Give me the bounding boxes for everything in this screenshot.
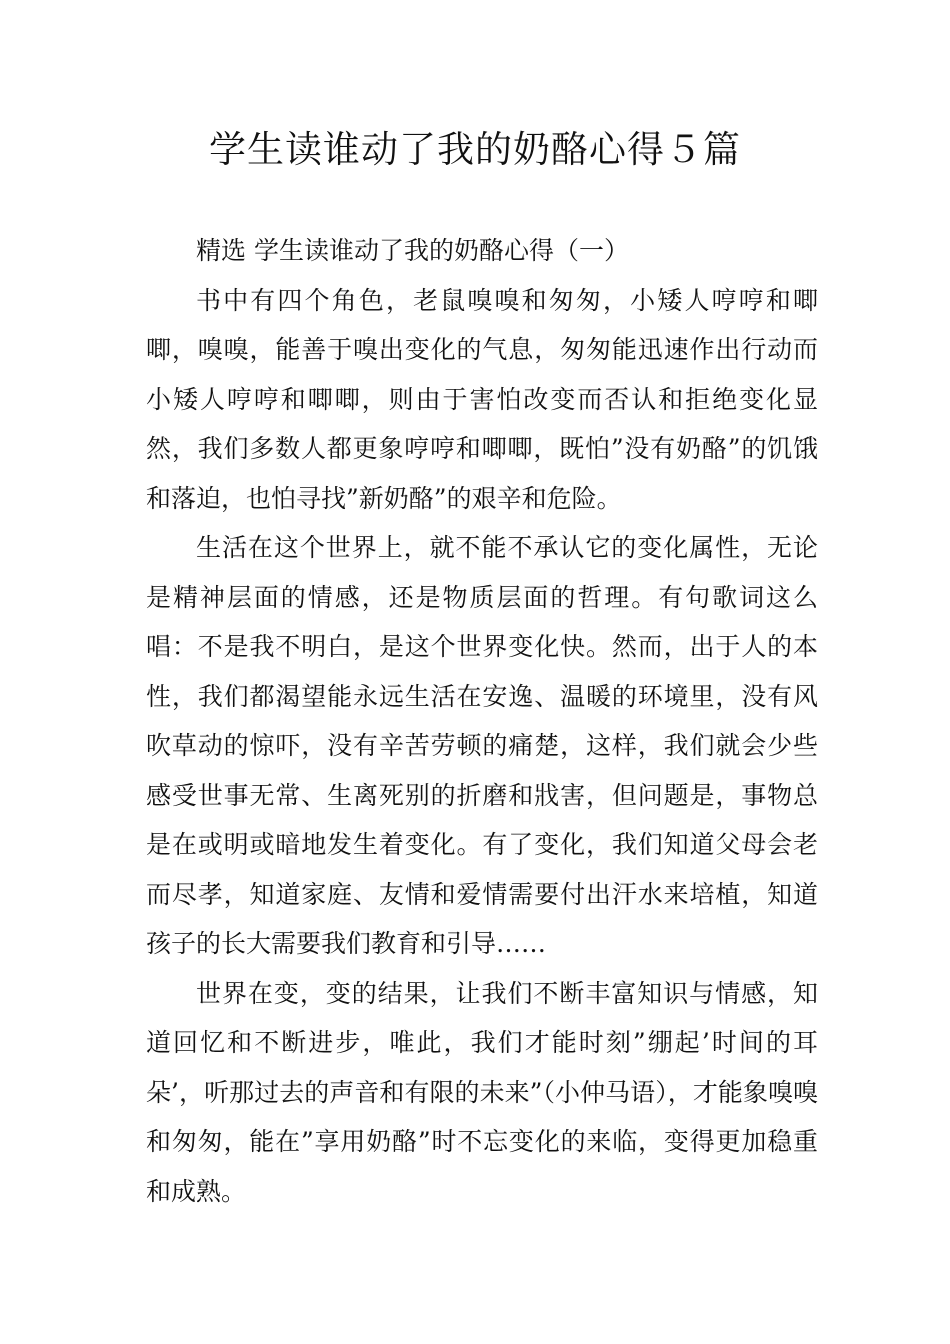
- section-heading: 精选 学生读谁动了我的奶酪心得（一）: [196, 236, 629, 265]
- document-title: 学生读谁动了我的奶酪心得５篇: [209, 128, 741, 171]
- paragraph-3: 世界在变，变的结果，让我们不断丰富知识与情感，知道回忆和不断进步，唯此，我们才能时刻”绷起’时间的耳朵’，听那过去的声音和有限的未来”（小仲马语），才能象嗅嗅和匆匆，能在”享用奶酪”时不忘变化的来临，变得更加稳重和成熟。: [146, 978, 818, 1206]
- paragraph-2: 生活在这个世界上，就不能不承认它的变化属性，无论是精神层面的情感，还是物质层面的哲理。有句歌词这么唱：不是我不明白，是这个世界变化快。然而，出于人的本性，我们都渴望能永远生活在安逸、温暖的环境里，没有风吹草动的惊吓，没有辛苦劳顿的痛楚，这样，我们就会少些感受世事无常、生离死别的折磨和戕害，但问题是，事物总是在或明或暗地发生着变化。有了变化，我们知道父母会老而尽孝，知道家庭、友情和爱情需要付出汗水来培植，知道孩子的长大需要我们教育和引导……: [146, 533, 818, 958]
- paragraph-1: 书中有四个角色，老鼠嗅嗅和匆匆，小矮人哼哼和唧唧，嗅嗅，能善于嗅出变化的气息，匆匆能迅速作出行动而小矮人哼哼和唧唧，则由于害怕改变而否认和拒绝变化显然，我们多数人都更象哼哼和唧唧，既怕”没有奶酪”的饥饿和落迫，也怕寻找”新奶酪”的艰辛和危险。: [146, 285, 818, 513]
- document-body: [146, 226, 818, 1216]
